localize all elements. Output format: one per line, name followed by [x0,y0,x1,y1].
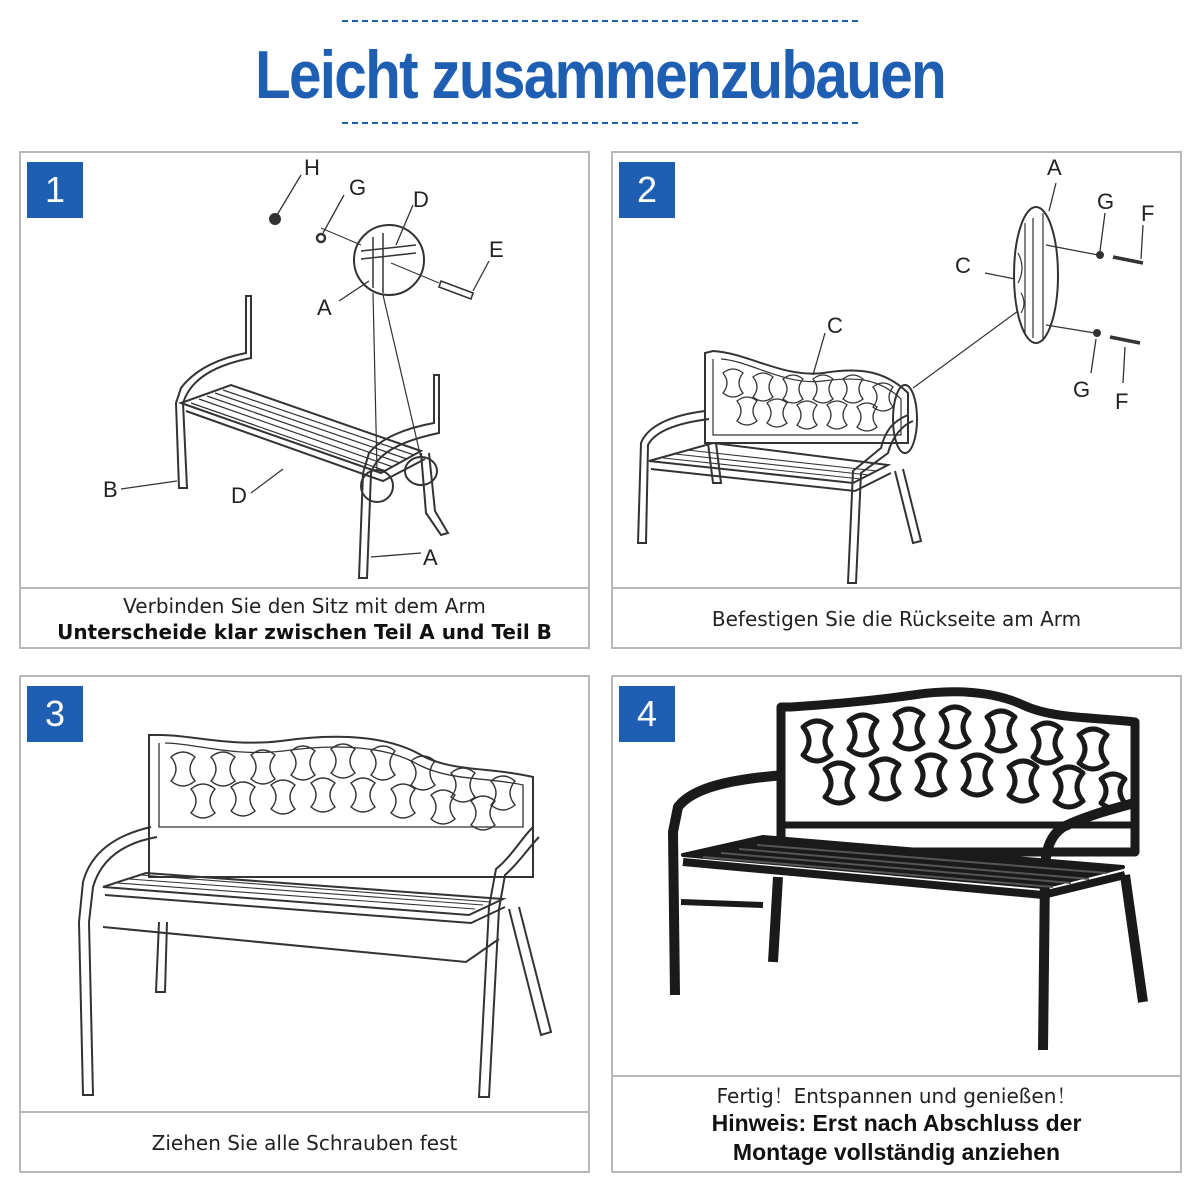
part-label-d-seat: D [231,483,247,508]
step-1-caption-line-2: Unterscheide klar zwischen Teil A und Teil B [57,620,552,644]
step-2-illustration [613,153,1180,587]
title-divider-bottom [342,122,858,124]
title-divider-top [342,20,858,22]
part-label-e: E [489,237,504,262]
part-label-d-top: D [413,187,429,212]
part-label-a: A [1047,155,1062,180]
step-3-caption-line-1: Ziehen Sie alle Schrauben fest [151,1131,458,1155]
step-1-caption [21,587,588,649]
step-4-product-photo [613,677,1180,1075]
part-label-g-top: G [1097,189,1115,214]
part-label-c-back: C [827,313,843,338]
step-2-caption [613,587,1180,649]
title-banner [0,10,1200,130]
finished-black-bench [673,692,1143,1050]
step-panel-1 [19,151,590,649]
step-1-illustration [21,153,588,587]
detail-magnifier-2 [913,207,1143,388]
step-4-caption [613,1075,1180,1173]
step-number-badge: 3 [27,686,83,742]
part-label-a-leg: A [423,545,438,570]
part-label-h: H [304,155,320,180]
step-4-caption-line-2: Hinweis: Erst nach Abschluss der [711,1110,1082,1136]
step-4-caption-line-1: Fertig！Entspannen und genießen！ [716,1084,1077,1108]
step-4-caption-line-3: Montage vollständig anziehen [732,1139,1061,1165]
step-2-caption-line-1: Befestigen Sie die Rückseite am Arm [711,607,1082,631]
part-label-c-detail: C [955,253,971,278]
part-label-b: B [103,477,118,502]
detail-magnifier-1 [270,214,473,471]
step-number-badge: 1 [27,162,83,218]
step-3-caption [21,1111,588,1173]
part-label-g: G [349,175,367,200]
step-number-badge: 2 [619,162,675,218]
part-label-a-top: A [317,295,332,320]
step-3-illustration [21,677,588,1111]
assembled-bench-outline [79,735,551,1097]
step-number-badge: 4 [619,686,675,742]
bench-frame-without-back [176,296,448,578]
bench-with-backrest [638,351,921,583]
step-panel-2 [611,151,1182,649]
step-1-caption-line-1: Verbinden Sie den Sitz mit dem Arm [123,594,486,618]
part-label-f-bottom: F [1115,389,1129,414]
part-label-g-bottom: G [1073,377,1091,402]
step-panel-3 [19,675,590,1173]
part-label-f-top: F [1141,201,1155,226]
page-title: Leicht zusammenzubauen [254,37,946,113]
step-panel-4 [611,675,1182,1173]
